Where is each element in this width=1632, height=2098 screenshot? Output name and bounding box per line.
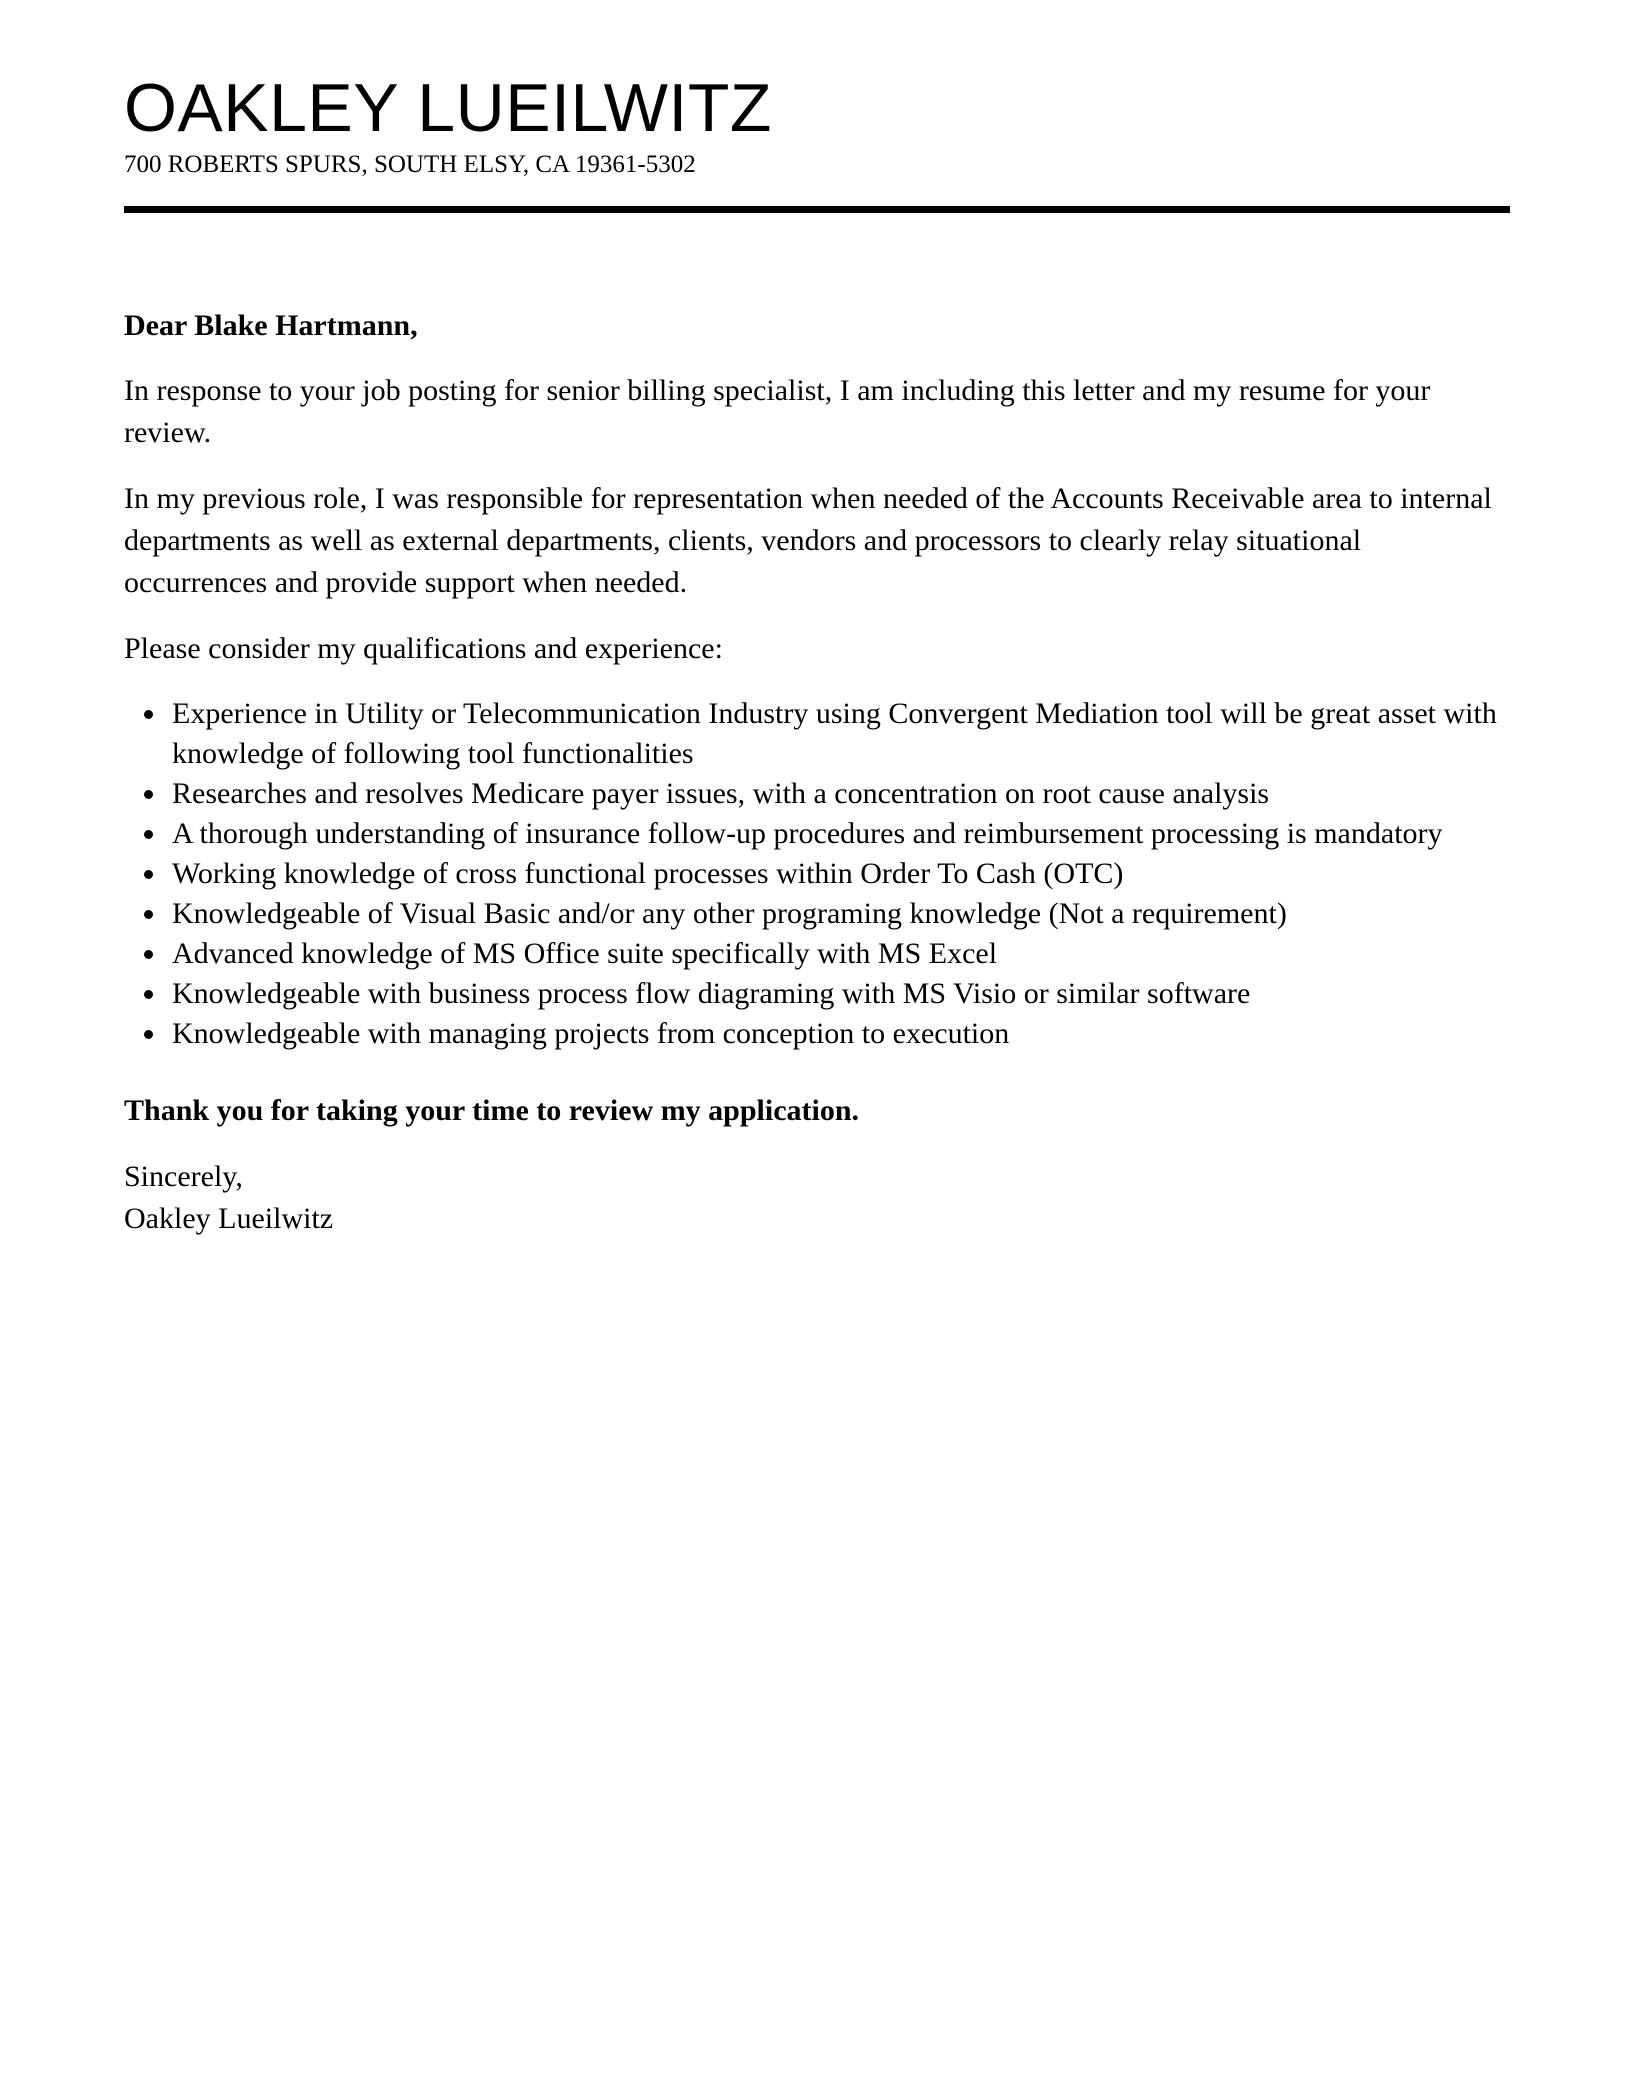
bullet-icon (144, 710, 153, 719)
signature-name: Oakley Lueilwitz (124, 1202, 334, 1235)
header-divider (124, 206, 1510, 213)
list-item (172, 694, 1510, 774)
letter-body (124, 305, 1510, 1240)
bullet-icon (144, 910, 153, 919)
applicant-address: 700 ROBERTS SPURS, SOUTH ELSY, CA 19361-5302 (124, 151, 696, 178)
list-item (172, 814, 1510, 854)
bullet-icon (144, 950, 153, 959)
bullet-icon (144, 830, 153, 839)
list-item-text: A thorough understanding of insurance follow-up procedures and reimbursement processing is mandatory (172, 817, 1443, 850)
list-item-text: Knowledgeable with managing projects from conception to execution (172, 1017, 1010, 1050)
list-item (172, 974, 1510, 1014)
list-item (172, 894, 1510, 934)
qualifications-intro: Please consider my qualifications and experience: (124, 632, 723, 665)
list-item (172, 1014, 1510, 1054)
salutation: Dear Blake Hartmann, (124, 309, 418, 342)
closing: Sincerely, (124, 1160, 243, 1193)
bullet-icon (144, 1030, 153, 1039)
list-item-text: Researches and resolves Medicare payer issues, with a concentration on root cause analysis (172, 777, 1270, 810)
bullet-icon (144, 990, 153, 999)
qualifications-list (124, 694, 1510, 1054)
list-item (172, 854, 1510, 894)
list-item (172, 934, 1510, 974)
bullet-icon (144, 870, 153, 879)
list-item-text: Knowledgeable with business process flow diagraming with MS Visio or similar software (172, 977, 1251, 1010)
list-item-text: Working knowledge of cross functional processes within Order To Cash (OTC) (172, 857, 1124, 890)
list-item (172, 774, 1510, 814)
experience-paragraph: In my previous role, I was responsible for representation when needed of the Accounts Receivable area to internal departments as well as external departments, clients, vendors and processors to clearly relay situational occurrences and provide support when needed. (124, 482, 1492, 599)
bullet-icon (144, 790, 153, 799)
list-item-text: Experience in Utility or Telecommunication Industry using Convergent Mediation tool will be great asset with knowledge of following tool functionalities (172, 697, 1497, 770)
list-item-text: Advanced knowledge of MS Office suite specifically with MS Excel (172, 937, 998, 970)
list-item-text: Knowledgeable of Visual Basic and/or any other programing knowledge (Not a requirement) (172, 897, 1287, 930)
applicant-name: OAKLEY LUEILWITZ (124, 70, 772, 146)
thank-you-line: Thank you for taking your time to review my application. (124, 1094, 860, 1127)
intro-paragraph: In response to your job posting for senior billing specialist, I am including this letter and my resume for your review. (124, 374, 1431, 449)
